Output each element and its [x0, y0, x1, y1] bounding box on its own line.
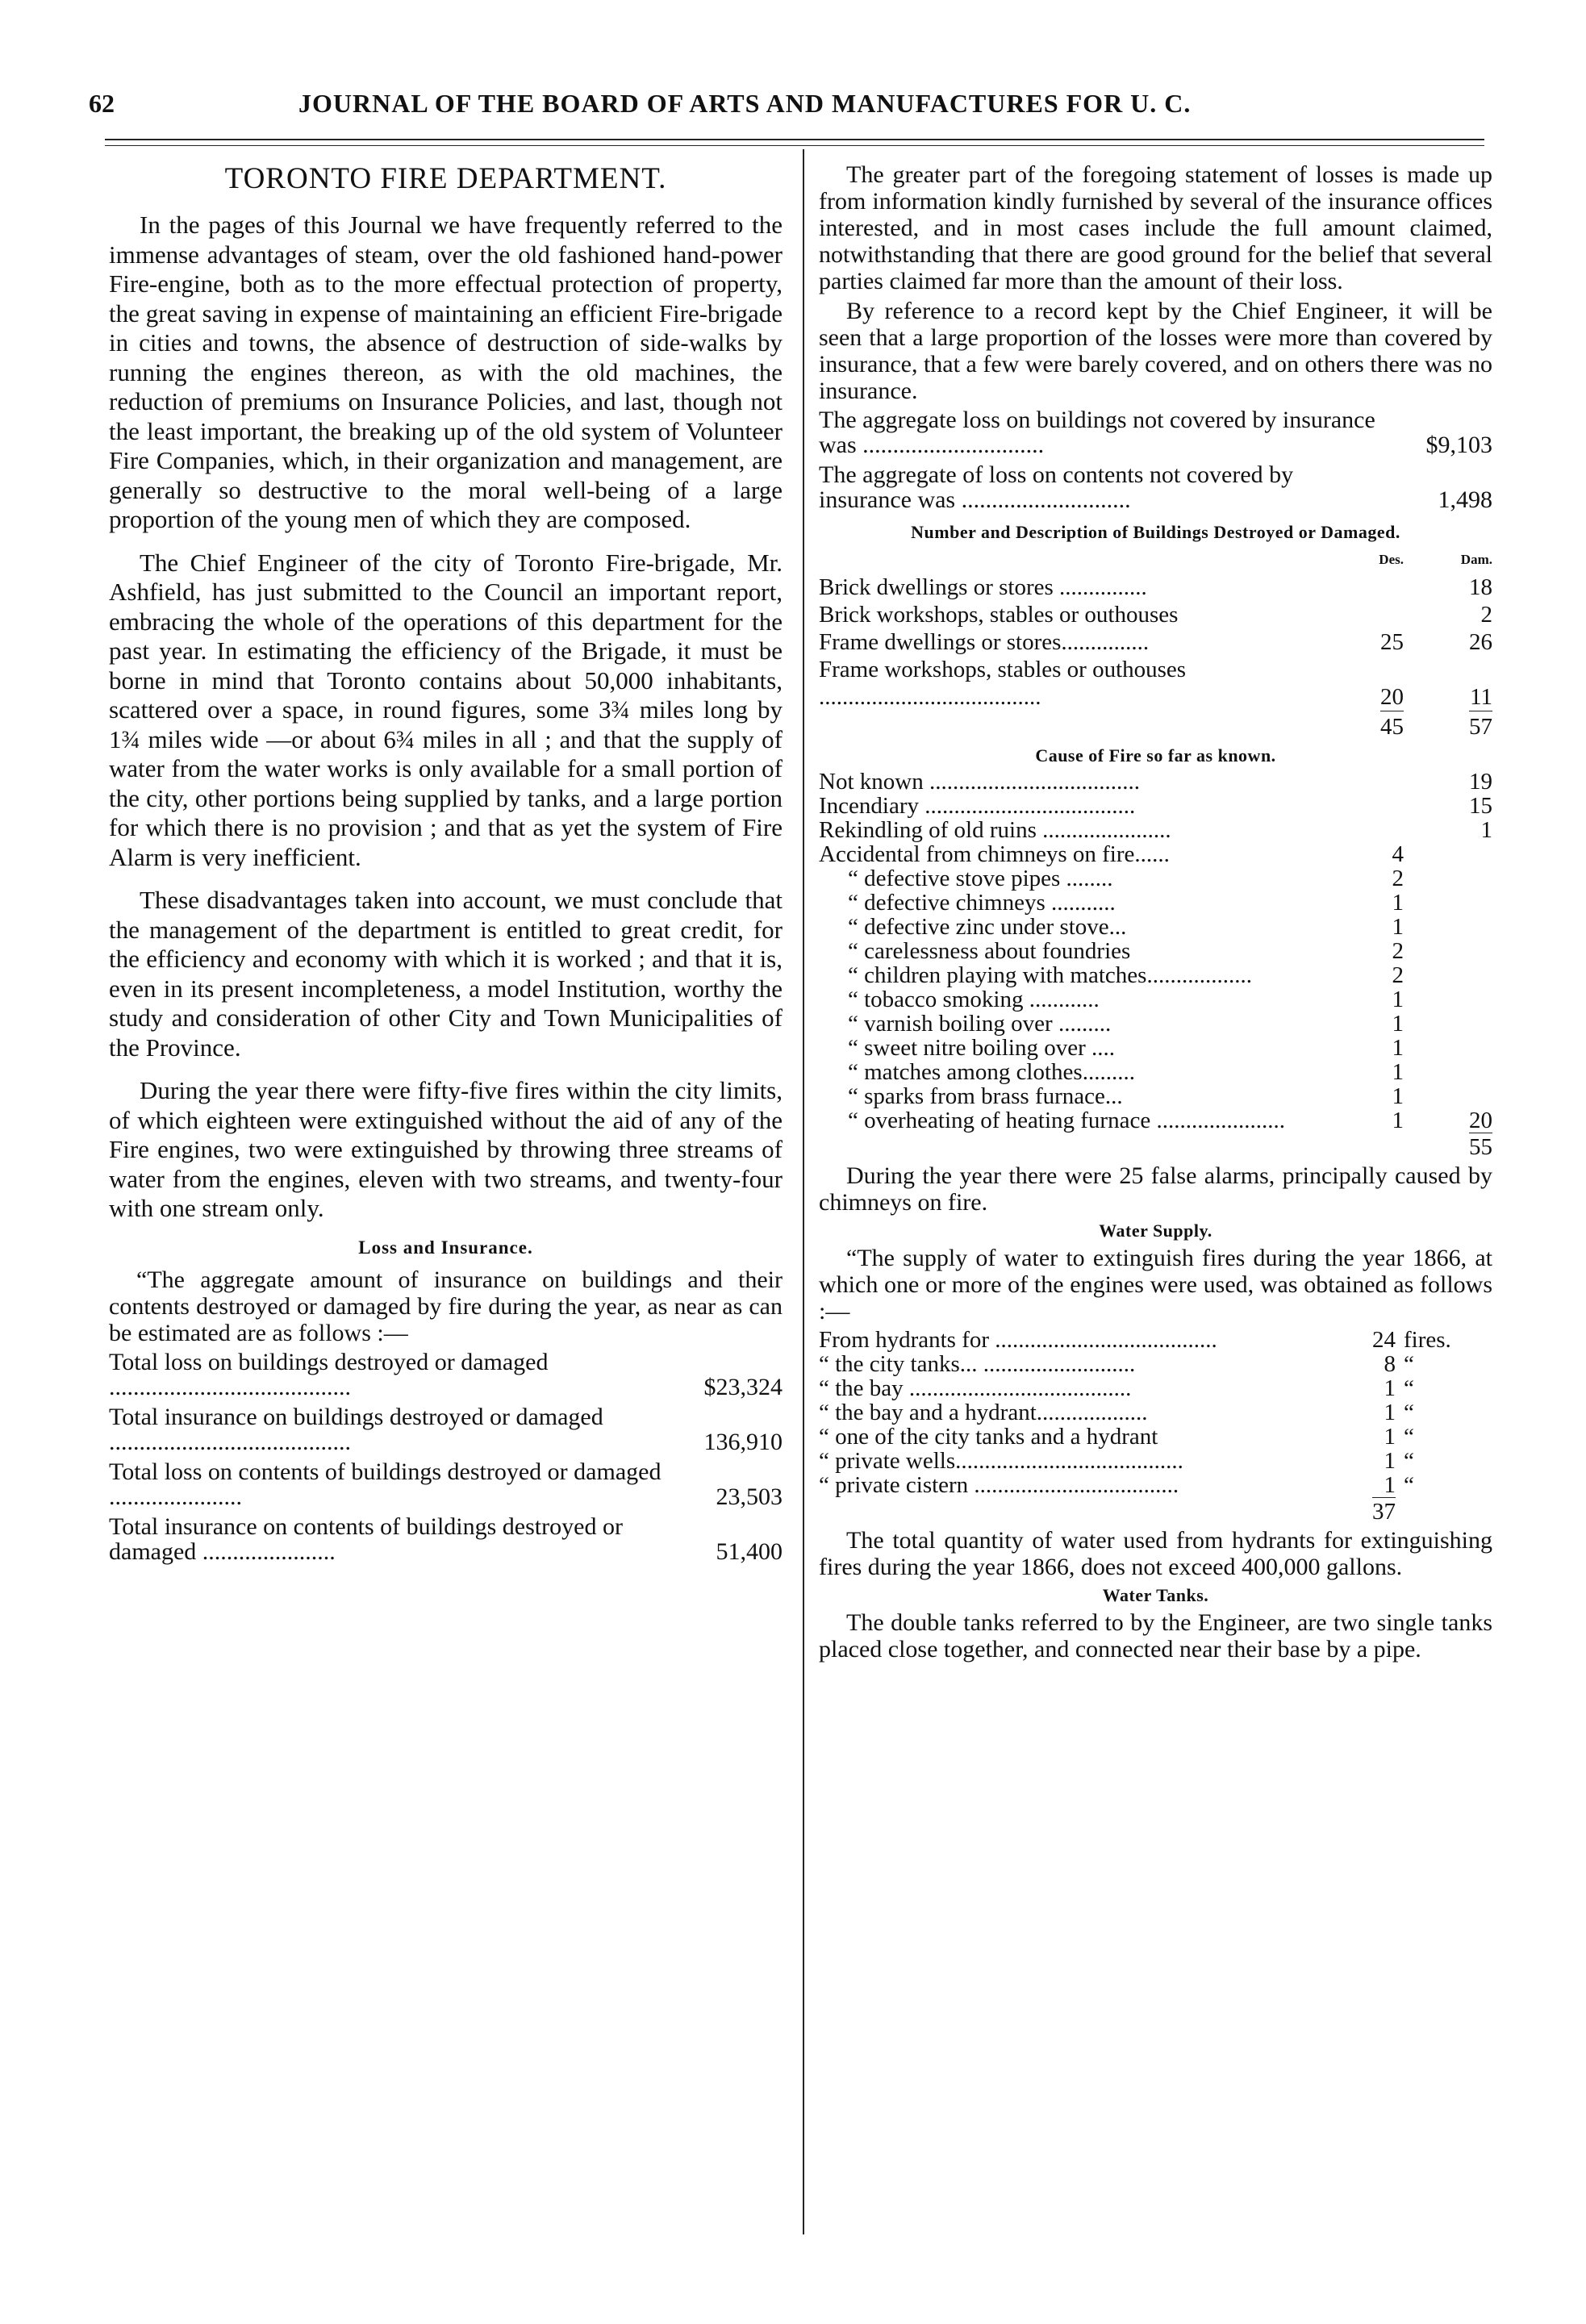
loss-intro: “The aggregate amount of insurance on buildings and their contents destroyed or damaged by fire during the year, as near as can be estimated are as follows :— — [109, 1266, 783, 1346]
row-label: Brick workshops, stables or outhouses — [819, 602, 1179, 628]
cause-count-b: 15 — [1469, 793, 1492, 819]
cause-label: “ defective chimneys ........... — [848, 890, 1116, 916]
row-label: Brick dwellings or stores ............... — [819, 574, 1147, 600]
row-label: The aggregate of loss on contents not covered by insurance was ............................ — [819, 461, 1294, 513]
cause-row — [819, 987, 1492, 1012]
cause-row — [819, 915, 1492, 939]
water-unit: “ — [1404, 1472, 1414, 1498]
cause-label: “ matches among clothes......... — [848, 1059, 1135, 1085]
total-row — [819, 711, 1492, 741]
cause-count-b — [1404, 866, 1492, 891]
row-dam: 26 — [1469, 629, 1492, 655]
water-unit: fires. — [1404, 1327, 1451, 1353]
cause-count-a: 2 — [1392, 962, 1404, 988]
header-rule — [105, 139, 1484, 140]
water-label: “ private wells....................................... — [819, 1448, 1183, 1474]
water-unit: “ — [1404, 1400, 1414, 1425]
cause-row — [819, 1108, 1492, 1133]
cause-label: “ defective stove pipes ........ — [848, 866, 1113, 891]
row-amount: 23,503 — [716, 1483, 783, 1510]
cause-count-b — [1404, 987, 1492, 1012]
buildings-table — [819, 546, 1492, 741]
row-label: Frame dwellings or stores............... — [819, 629, 1150, 655]
cause-label: “ defective zinc under stove... — [848, 914, 1127, 940]
cause-row — [819, 1012, 1492, 1036]
water-row — [819, 1473, 1492, 1497]
total-des: 45 — [1380, 711, 1404, 741]
cause-count-a: 1 — [1392, 987, 1404, 1012]
cause-row — [819, 866, 1492, 891]
section-heading-loss: Loss and Insurance. — [358, 1237, 533, 1258]
water-total: 37 — [1372, 1499, 1396, 1525]
row-dam: 2 — [1480, 602, 1492, 628]
row-des — [1347, 574, 1404, 601]
table-row — [819, 656, 1492, 711]
water-intro: “The supply of water to extinguish fires during the year 1866, at which one or more of the engines were used, was obtained as follows :— — [819, 1245, 1492, 1325]
water-label: “ the bay and a hydrant................... — [819, 1400, 1148, 1425]
false-alarms-text: During the year there were 25 false alarms, principally caused by chimneys on fire. — [819, 1162, 1492, 1216]
cause-label: “ children playing with matches.................. — [848, 962, 1252, 988]
water-count: 1 — [1384, 1375, 1396, 1401]
table-row — [819, 574, 1492, 601]
cause-table — [819, 770, 1492, 1159]
water-row — [819, 1376, 1492, 1400]
cause-count-a: 2 — [1392, 866, 1404, 891]
water-count: 1 — [1384, 1400, 1396, 1425]
water-count: 1 — [1384, 1472, 1396, 1498]
water-count: 1 — [1384, 1424, 1396, 1450]
total-dam: 57 — [1469, 711, 1492, 741]
cause-label: Accidental from chimneys on fire...... — [819, 841, 1170, 867]
cause-count-b — [1404, 1060, 1492, 1084]
cause-count-a: 1 — [1392, 890, 1404, 916]
table-row — [109, 1350, 783, 1404]
water-row — [819, 1328, 1492, 1352]
water-label: “ one of the city tanks and a hydrant — [819, 1424, 1158, 1450]
row-label: The aggregate loss on buildings not covered by insurance was .............................. — [819, 407, 1375, 458]
water-label: “ the city tanks... .......................... — [819, 1351, 1136, 1377]
total-row — [819, 1497, 1492, 1524]
cause-count-b: 19 — [1469, 769, 1492, 795]
cause-row — [819, 842, 1492, 866]
row-amount: 1,498 — [1438, 486, 1492, 513]
section-heading-cause: Cause of Fire so far as known. — [1035, 745, 1276, 766]
row-label: Total loss on buildings destroyed or damaged ........................................ — [109, 1348, 549, 1400]
water-count: 24 — [1372, 1327, 1396, 1353]
col-header-dam: Dam. — [1460, 552, 1492, 567]
cause-row — [819, 939, 1492, 963]
section-heading-buildings: Number and Description of Buildings Destroyed or Damaged. — [911, 522, 1400, 542]
col-header-des: Des. — [1379, 552, 1404, 567]
cause-count-a: 1 — [1392, 1108, 1404, 1133]
water-table — [819, 1328, 1492, 1524]
cause-count-a: 1 — [1392, 914, 1404, 940]
paragraph: By reference to a record kept by the Chief Engineer, it will be seen that a large proportion of the losses were more than covered by insurance, that a few were barely covered, and on others there was no insurance. — [819, 298, 1492, 404]
cause-count-a: 1 — [1392, 1059, 1404, 1085]
row-amount: $23,324 — [703, 1373, 783, 1400]
cause-label: Not known .................................... — [819, 769, 1140, 795]
water-unit: “ — [1404, 1424, 1414, 1450]
row-amount: 136,910 — [703, 1428, 783, 1455]
paragraph: The Chief Engineer of the city of Toronto Fire-brigade, Mr. Ashfield, has just submitted to the Council an important report, embracing the whole of the operations of this department for the past year. In estimating the efficiency of the Brigade, it must be borne in mind that Toronto contains about 50,000 inhabitants, scattered over a space, in round figures, some 3¾ miles long by 1¾ miles wide —or about 6¾ miles in all ; and that the supply of water from the water works is only available for a small portion of the city, other portions being supplied by tanks, and a large portion for which there is no provision ; and that as yet the system of Fire Alarm is very inefficient. — [109, 548, 783, 871]
row-dam: 11 — [1470, 684, 1492, 710]
cause-label: “ sweet nitre boiling over .... — [848, 1035, 1115, 1061]
water-row — [819, 1400, 1492, 1425]
table-row — [109, 1404, 783, 1459]
cause-row — [819, 818, 1492, 842]
cause-row — [819, 770, 1492, 794]
cause-row — [819, 1036, 1492, 1060]
paragraph: In the pages of this Journal we have frequently referred to the immense advantages of steam, over the old fashioned hand-power Fire-engine, both as to the more effectual protection of property, the great saving in expense of maintaining an efficient Fire-brigade in cities and towns, the absence of destruction of side-walks by running the engines thereon, as with the old machines, the reduction of premiums on Insurance Policies, and last, though not the least important, the breaking up of the old system of Volunteer Fire Companies, which, in their organization and management, are generally so destructive to the moral well-being of a large proportion of the young men of which they are composed. — [109, 211, 783, 533]
tanks-text: The double tanks referred to by the Engineer, are two single tanks placed close together, and connected near their base by a pipe. — [819, 1609, 1492, 1663]
water-unit: “ — [1404, 1375, 1414, 1401]
row-amount: $9,103 — [1425, 432, 1492, 458]
water-count: 8 — [1384, 1351, 1396, 1377]
cause-label: “ tobacco smoking ............ — [848, 987, 1100, 1012]
cause-row — [819, 794, 1492, 818]
cause-count-a — [1347, 770, 1404, 794]
section-heading-tanks: Water Tanks. — [1102, 1585, 1209, 1605]
table-row — [819, 628, 1492, 656]
cause-count-a — [1347, 794, 1404, 818]
cause-count-a: 1 — [1392, 1083, 1404, 1109]
row-des: 25 — [1380, 629, 1404, 655]
right-column — [819, 161, 1492, 1666]
row-amount: 51,400 — [716, 1538, 783, 1565]
row-label: Total insurance on buildings destroyed or damaged ........................................ — [109, 1403, 603, 1455]
water-unit: “ — [1404, 1351, 1414, 1377]
aggregate-loss-table — [819, 407, 1492, 517]
page-number: 62 — [89, 89, 115, 118]
article-title: TORONTO FIRE DEPARTMENT. — [224, 162, 667, 195]
row-dam: 18 — [1469, 574, 1492, 600]
cause-count-a — [1347, 818, 1404, 842]
cause-label: “ overheating of heating furnace ...................... — [848, 1108, 1285, 1133]
table-row — [109, 1514, 783, 1569]
left-column — [109, 161, 783, 1569]
cause-count-b — [1404, 891, 1492, 915]
water-label: From hydrants for ...................................... — [819, 1327, 1217, 1353]
cause-label: “ sparks from brass furnace... — [848, 1083, 1123, 1109]
cause-count-b — [1404, 1012, 1492, 1036]
causes-total: 55 — [1469, 1134, 1492, 1160]
column-divider — [803, 149, 804, 2234]
cause-row — [819, 1084, 1492, 1108]
paragraph: During the year there were fifty-five fires within the city limits, of which eighteen were extinguished without the aid of any of the Fire engines, two were extinguished by throwing three streams of water from the engines, eleven with two streams, and twenty-four with one stream only. — [109, 1076, 783, 1222]
total-row — [819, 1133, 1492, 1159]
row-des — [1347, 601, 1404, 628]
water-unit: “ — [1404, 1448, 1414, 1474]
section-heading-water: Water Supply. — [1099, 1220, 1212, 1241]
cause-count-b — [1404, 1036, 1492, 1060]
row-label: Frame workshops, stables or outhouses ...................................... — [819, 657, 1187, 710]
header-rule-thin — [105, 145, 1484, 146]
table-row — [109, 1459, 783, 1514]
hydrant-text: The total quantity of water used from hydrants for extinguishing fires during the year 1866, does not exceed 400,000 gallons. — [819, 1527, 1492, 1580]
cause-count-a: 1 — [1392, 1011, 1404, 1037]
cause-count-a: 2 — [1392, 938, 1404, 964]
loss-table — [109, 1350, 783, 1569]
row-des: 20 — [1380, 684, 1404, 710]
cause-count-b — [1404, 842, 1492, 866]
cause-label: “ carelessness about foundries — [848, 938, 1131, 964]
cause-label: “ varnish boiling over ......... — [848, 1011, 1112, 1037]
water-row — [819, 1425, 1492, 1449]
water-row — [819, 1449, 1492, 1473]
cause-count-b — [1404, 1084, 1492, 1108]
cause-row — [819, 1060, 1492, 1084]
page-header — [89, 81, 1492, 129]
cause-count-a: 4 — [1392, 841, 1404, 867]
water-row — [819, 1352, 1492, 1376]
cause-count-b — [1404, 915, 1492, 939]
running-title: JOURNAL OF THE BOARD OF ARTS AND MANUFACTURES FOR U. C. — [298, 89, 1192, 118]
paragraph: The greater part of the foregoing statement of losses is made up from information kindly furnished by several of the insurance offices interested, and in most cases include the full amount claimed, notwithstanding that there are good ground for the belief that several parties claimed far more than the amount of their loss. — [819, 161, 1492, 294]
cause-count-b — [1404, 939, 1492, 963]
table-row — [819, 601, 1492, 628]
cause-count-b — [1404, 963, 1492, 987]
cause-label: Rekindling of old ruins ...................... — [819, 817, 1171, 843]
water-count: 1 — [1384, 1448, 1396, 1474]
cause-count-a: 1 — [1392, 1035, 1404, 1061]
table-row — [819, 407, 1492, 462]
cause-row — [819, 891, 1492, 915]
cause-count-b: 1 — [1480, 817, 1492, 843]
water-label: “ private cistern ................................... — [819, 1472, 1179, 1498]
water-label: “ the bay ...................................... — [819, 1375, 1132, 1401]
paragraph: These disadvantages taken into account, we must conclude that the management of the department is entitled to great credit, for the efficiency and economy with which it is worked ; and that it is, even in its present incompleteness, a model Institution, worthy the study and consideration of other City and Town Municipalities of the Province. — [109, 886, 783, 1062]
cause-row — [819, 963, 1492, 987]
cause-count-b: 20 — [1469, 1108, 1492, 1133]
table-row — [819, 462, 1492, 517]
row-label: Total loss on contents of buildings destroyed or damaged ...................... — [109, 1458, 662, 1510]
row-label: Total insurance on contents of buildings destroyed or damaged ...................... — [109, 1512, 623, 1565]
table-header-row — [819, 546, 1492, 574]
cause-label: Incendiary .................................... — [819, 793, 1136, 819]
